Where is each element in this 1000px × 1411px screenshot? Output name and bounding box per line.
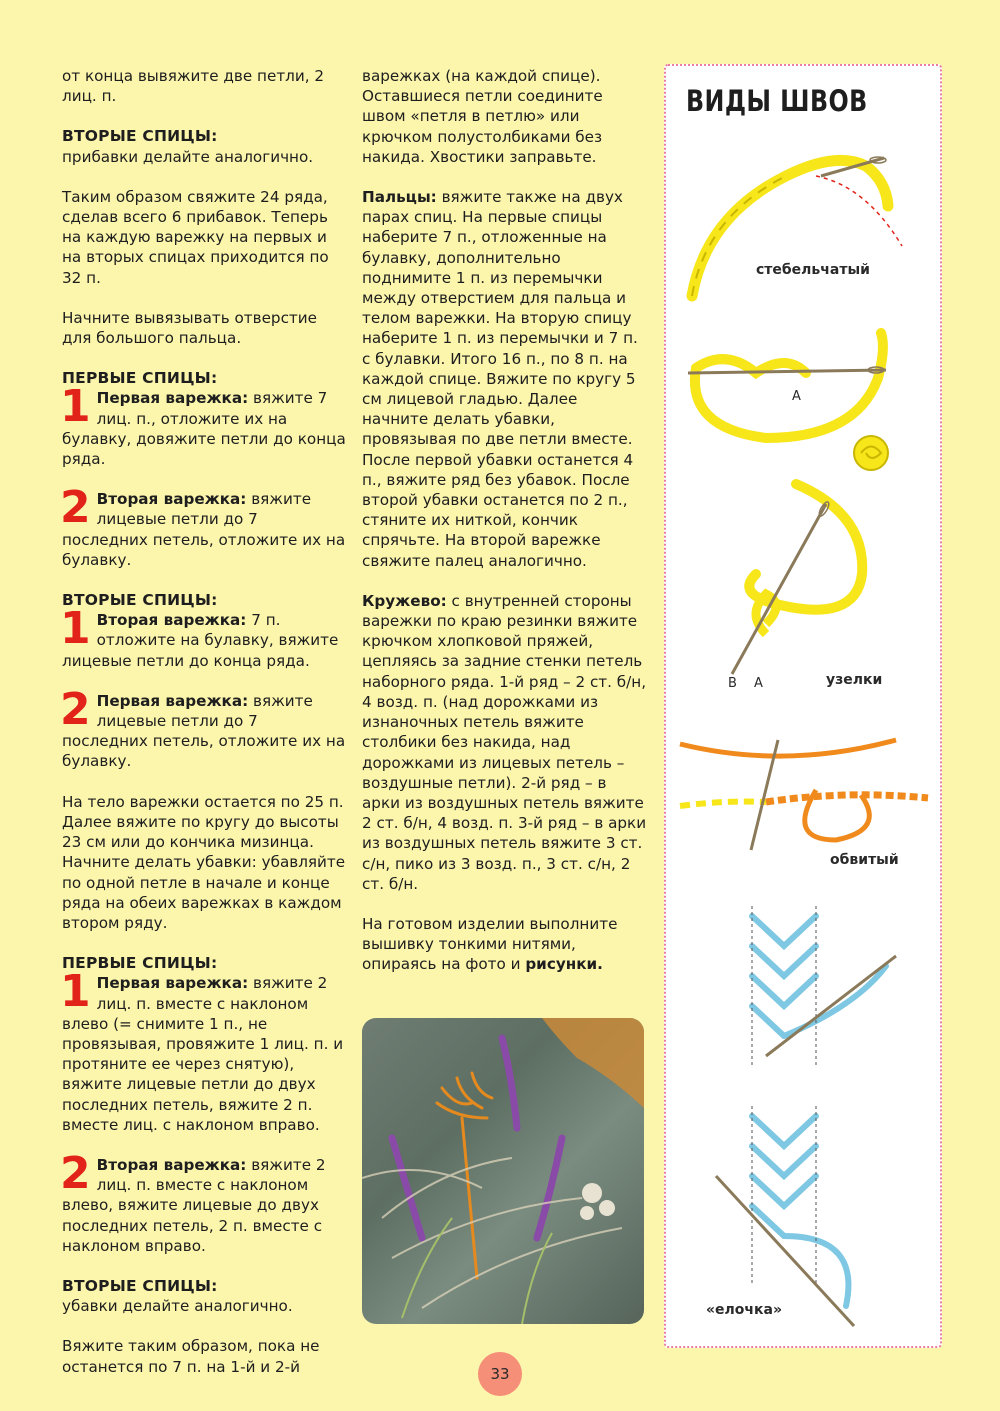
stitch-label: «елочка» [706,1302,783,1318]
step-number: 2 [60,1147,91,1199]
paragraph: варежках (на каждой спице). Оставшиеся петли соедините швом «петля в петлю» или крючком полустолбиками без накида. Хвостики заправьте. [362,67,603,166]
section-heading: ВТОРЫЕ СПИЦЫ: [62,591,218,610]
paragraph: Таким образом свяжите 24 ряда, сделав всего 6 прибавок. Теперь на каждую варежку на первых и на вторых спицах приходится по 32 п. [62,187,329,287]
panel-title: ВИДЫ ШВОВ [686,84,868,118]
stitch-types-panel [664,64,942,1348]
step-title: Вторая варежка: [96,1155,247,1174]
step-item [60,1147,347,1256]
paragraph [362,914,647,975]
stitch-letter: А [792,389,801,404]
embroidery-illustration [362,1018,644,1324]
paragraph [362,591,647,894]
step-text: вяжите 7 лиц. п., отложите их на булавку, довяжите петли до конца ряда. [62,389,346,469]
whipped-stitch-illustration [666,730,940,870]
middle-column [362,66,647,995]
stitch-label: стебельчатый [756,262,870,278]
step-number: 1 [60,381,91,433]
left-column [62,66,347,1397]
step-item [60,482,347,570]
stitch-label: узелки [826,672,883,688]
paragraph [362,187,647,571]
page-number: 33 [478,1352,522,1396]
paragraph-lead: Пальцы: [362,188,437,207]
paragraph: Вяжите таким образом, пока не останется по 7 п. на 1-й и 2-й [62,1337,320,1376]
stem-stitch-illustration [666,146,940,346]
paragraph-lead: Кружево: [362,591,447,610]
paragraph: убавки делайте аналогично. [62,1297,293,1316]
embroidery-photo [362,1018,644,1324]
paragraph: прибавки делайте аналогично. [62,147,314,166]
step-title: Вторая варежка: [96,611,247,630]
section-heading: ВТОРЫЕ СПИЦЫ: [62,127,218,146]
step-title: Первая варежка: [96,389,249,408]
stitch-letter: В [728,676,737,691]
knot-stitch-illustration [666,484,940,684]
paragraph-emphasis: рисунки. [525,955,603,974]
step-item [60,381,347,469]
paragraph: На тело варежки остается по 25 п. Далее вяжите по кругу до высоты 23 см или до кончика мизинца. Начните делать убавки: убавляйте по одной петле в начале и конце ряда на обеих варежках в каждом втором ряду. [62,792,346,932]
step-title: Первая варежка: [96,691,249,710]
step-number: 1 [60,603,91,655]
section-heading: ПЕРВЫЕ СПИЦЫ: [62,369,218,388]
section-heading: ВТОРЫЕ СПИЦЫ: [62,1276,218,1295]
step-number: 2 [60,482,91,534]
step-item [60,603,347,671]
section-heading: ПЕРВЫЕ СПИЦЫ: [62,954,218,973]
paragraph-text: с внутренней стороны варежки по краю резинки вяжите крючком хлопковой пряжей, цепляясь за задние стенки петель наборного ряда. 1-й ряд – 2 ст. б/н, 4 возд. п. (над дорожками из изнаночных петель вяжите столбики без накида, над дорожками из лицевых петель – воздушные петли). 2-й ряд – в арки из воздушных петель вяжите 2 ст. б/н, 4 возд. п. 3-й ряд – в арки из воздушных петель вяжите 3 ст. с/н, пико из 3 возд. п., 3 ст. с/н, 2 ст. б/н. [362,591,647,893]
step-number: 2 [60,683,91,735]
fishbone-stitch-illustration [666,906,940,1336]
paragraph: от конца вывяжите две петли, 2 лиц. п. [62,67,325,106]
step-item [60,966,347,1135]
step-title: Вторая варежка: [96,490,247,509]
step-text: вяжите лицевые петли до 7 последних петель, отложите их на булавку. [62,490,346,569]
step-text: вяжите лицевые петли до 7 последних петель, отложите их на булавку. [62,691,346,771]
paragraph: Начните вывязывать отверстие для большого пальца. [62,308,317,348]
loop-stitch-illustration [666,328,940,478]
step-number: 1 [60,966,91,1018]
step-text: вяжите 2 лиц. п. вместе с наклоном влево (= снимите 1 п., не провязывая, провяжите 1 лиц. п. и протяните ее через снятую), вяжите лицевые петли до двух последних петель, вяжите 2 п. вместе лиц. с наклоном вправо. [62,974,344,1134]
paragraph-text: вяжите также на двух парах спиц. На первые спицы наберите 7 п., отложенные на булавку, дополнительно поднимите 1 п. из перемычки между отверстием для пальца и телом варежки. На вторую спицу наберите 1 п. из перемычки и 7 п. с булавки. Итого 16 п., по 8 п. на каждой спице. Вяжите по кругу 5 см лицевой гладью. Далее начните делать убавки, провязывая по две петли вместе. После первой убавки останется 4 п., вяжите ряд без убавок. После второй убавки останется по 2 п., стяните их ниткой, кончик спрячьте. На второй варежке свяжите палец аналогично. [362,188,638,570]
stitch-letter: А [754,676,763,691]
step-text: 7 п. отложите на булавку, вяжите лицевые петли до конца ряда. [62,611,339,670]
step-text: вяжите 2 лиц. п. вместе с наклоном влево, вяжите лицевые до двух последних петель, 2 п. вместе с наклоном вправо. [62,1155,326,1255]
paragraph-text: На готовом изделии выполните вышивку тонкими нитями, опираясь на фото и [362,914,618,974]
step-title: Первая варежка: [96,974,249,993]
stitch-label: обвитый [830,852,899,868]
step-item [60,683,347,772]
